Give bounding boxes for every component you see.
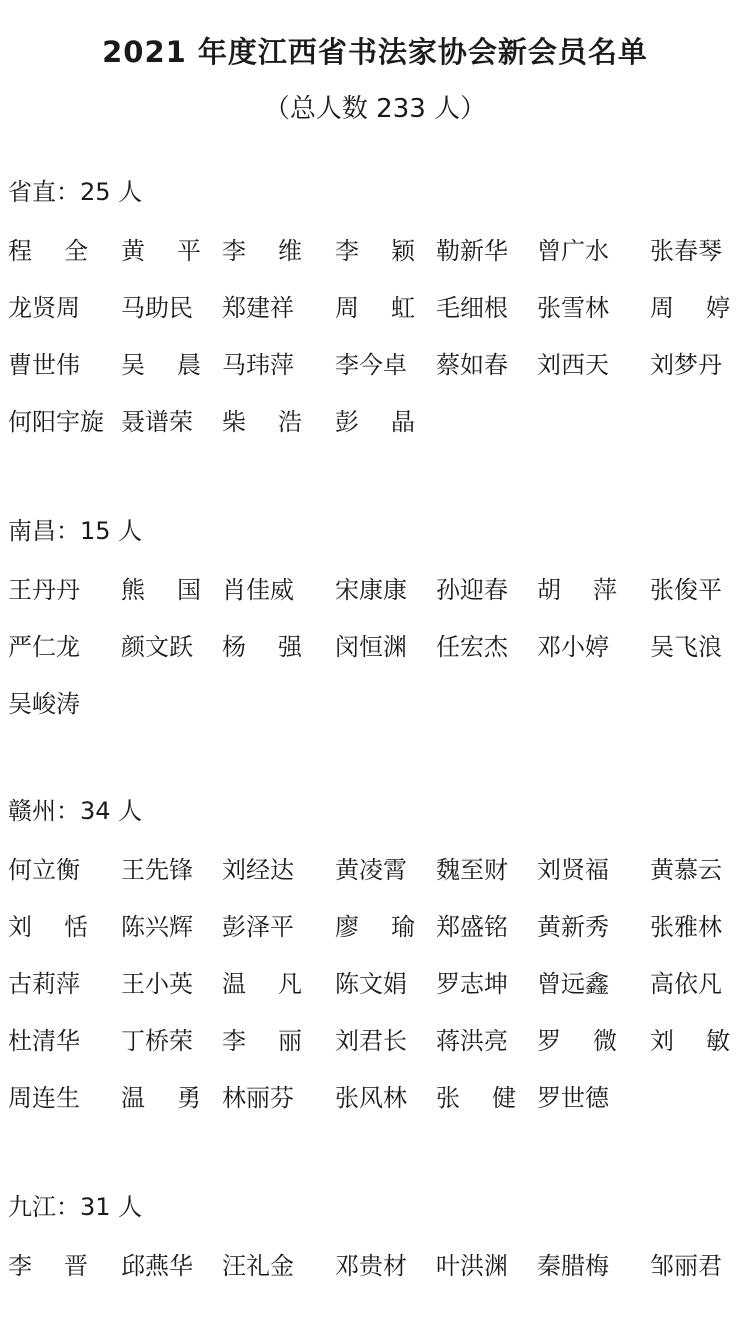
member-name: 邱燕华 <box>121 1252 193 1280</box>
member-name: 罗世德 <box>537 1084 609 1112</box>
member-name: 秦腊梅 <box>537 1252 609 1280</box>
member-name: 周连生 <box>8 1084 80 1112</box>
member-name: 曾远鑫 <box>537 970 609 998</box>
member-name: 刘梦丹 <box>650 351 722 379</box>
member-name: 邹丽君 <box>650 1252 722 1280</box>
member-name: 罗志坤 <box>436 970 508 998</box>
member-name: 蔡如春 <box>436 351 508 379</box>
section-heading: 南昌：15 人 <box>8 517 143 545</box>
member-name: 何立衡 <box>8 856 80 884</box>
member-name: 严仁龙 <box>8 633 80 661</box>
member-name: 丁桥荣 <box>121 1027 193 1055</box>
member-name: 何阳宇旋 <box>8 408 104 436</box>
member-section <box>8 791 750 1127</box>
member-name: 吴 晨 <box>121 351 201 379</box>
member-name: 肖佳威 <box>222 576 294 604</box>
member-name: 李 维 <box>222 237 302 265</box>
member-name: 罗 微 <box>537 1027 617 1055</box>
member-name: 刘君长 <box>335 1027 407 1055</box>
member-name: 周 婷 <box>650 294 730 322</box>
member-name-grid <box>8 1238 750 1295</box>
member-name: 郑盛铭 <box>436 913 508 941</box>
member-name: 汪礼金 <box>222 1252 294 1280</box>
member-name: 黄凌霄 <box>335 856 407 884</box>
document-subtitle: （总人数 233 人） <box>263 94 487 124</box>
member-name: 叶洪渊 <box>436 1252 508 1280</box>
member-name: 王先锋 <box>121 856 193 884</box>
member-section <box>8 511 750 733</box>
member-name: 曾广水 <box>537 237 609 265</box>
member-name: 李 颖 <box>335 237 415 265</box>
member-name-grid <box>8 223 750 451</box>
member-name: 陈兴辉 <box>121 913 193 941</box>
member-name: 杜清华 <box>8 1027 80 1055</box>
member-name: 彭泽平 <box>222 913 294 941</box>
member-name: 李 丽 <box>222 1027 302 1055</box>
section-heading: 九江：31 人 <box>8 1193 143 1221</box>
member-name: 陈文娟 <box>335 970 407 998</box>
member-name: 王小英 <box>121 970 193 998</box>
member-name: 张风林 <box>335 1084 407 1112</box>
member-name: 邓贵材 <box>335 1252 407 1280</box>
member-name: 刘贤福 <box>537 856 609 884</box>
section-heading: 赣州：34 人 <box>8 797 143 825</box>
member-name: 魏至财 <box>436 856 508 884</box>
member-name: 李 晋 <box>8 1252 88 1280</box>
member-name: 柴 浩 <box>222 408 302 436</box>
member-section <box>8 1187 750 1295</box>
member-name: 廖 瑜 <box>335 913 415 941</box>
member-name: 任宏杰 <box>436 633 508 661</box>
member-name: 勒新华 <box>436 237 508 265</box>
member-name: 杨 强 <box>222 633 302 661</box>
member-name: 刘 恬 <box>8 913 88 941</box>
member-name: 马玮萍 <box>222 351 294 379</box>
member-name: 宋康康 <box>335 576 407 604</box>
member-name-grid <box>8 562 750 733</box>
member-name: 温 凡 <box>222 970 302 998</box>
member-name: 郑建祥 <box>222 294 294 322</box>
member-name: 周 虹 <box>335 294 415 322</box>
member-name: 颜文跃 <box>121 633 193 661</box>
member-name: 林丽芬 <box>222 1084 294 1112</box>
section-heading: 省直：25 人 <box>8 178 143 206</box>
member-name: 熊 国 <box>121 576 201 604</box>
member-name-grid <box>8 842 750 1127</box>
member-name: 古莉萍 <box>8 970 80 998</box>
member-name: 龙贤周 <box>8 294 80 322</box>
document-title: 2021 年度江西省书法家协会新会员名单 <box>102 35 648 69</box>
member-name: 刘 敏 <box>650 1027 730 1055</box>
member-name: 黄慕云 <box>650 856 722 884</box>
member-name: 胡 萍 <box>537 576 617 604</box>
member-name: 聂谱荣 <box>121 408 193 436</box>
member-name: 李今卓 <box>335 351 407 379</box>
member-name: 程 全 <box>8 237 88 265</box>
member-name: 彭 晶 <box>335 408 415 436</box>
member-name: 温 勇 <box>121 1084 201 1112</box>
member-name: 孙迎春 <box>436 576 508 604</box>
member-name: 邓小婷 <box>537 633 609 661</box>
member-section <box>8 172 750 451</box>
member-name: 毛细根 <box>436 294 508 322</box>
member-name: 张 健 <box>436 1084 516 1112</box>
member-name: 张雅林 <box>650 913 722 941</box>
member-name: 闵恒渊 <box>335 633 407 661</box>
member-name: 张雪林 <box>537 294 609 322</box>
member-name: 曹世伟 <box>8 351 80 379</box>
member-name: 黄 平 <box>121 237 201 265</box>
member-name: 张俊平 <box>650 576 722 604</box>
member-name: 刘西天 <box>537 351 609 379</box>
member-name: 蒋洪亮 <box>436 1027 508 1055</box>
member-name: 马助民 <box>121 294 193 322</box>
member-name: 吴飞浪 <box>650 633 722 661</box>
member-name: 张春琴 <box>650 237 722 265</box>
member-name: 王丹丹 <box>8 576 80 604</box>
member-name: 黄新秀 <box>537 913 609 941</box>
member-name: 吴峻涛 <box>8 690 80 718</box>
member-name: 高依凡 <box>650 970 722 998</box>
member-name: 刘经达 <box>222 856 294 884</box>
